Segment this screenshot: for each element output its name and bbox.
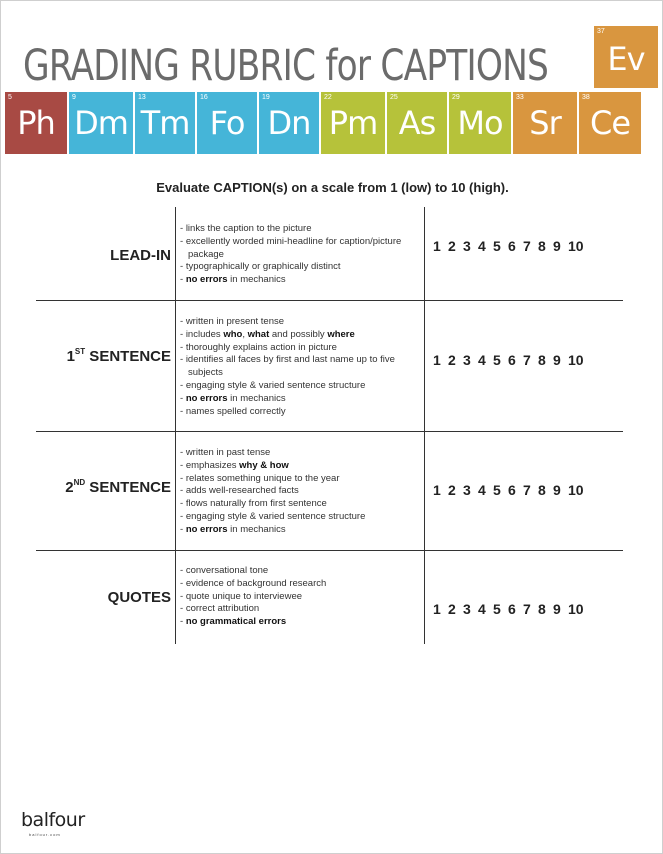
element-tile-sr <box>512 91 578 155</box>
score-number: 2 <box>448 482 456 498</box>
tile-number: 13 <box>138 94 146 101</box>
criterion: - typographically or graphically distinct <box>180 261 418 274</box>
score-number: 3 <box>463 482 471 498</box>
criterion-bold: no errors <box>185 392 228 404</box>
score-number: 3 <box>463 352 471 368</box>
tile-symbol: Sr <box>529 104 561 142</box>
score-number: 9 <box>553 601 561 617</box>
tile-symbol: Ph <box>17 104 55 142</box>
criterion: - evidence of background research <box>180 578 418 591</box>
score-number: 4 <box>478 238 486 254</box>
balfour-url: balfour.com <box>29 832 61 837</box>
criterion-bold: why & how <box>239 459 289 471</box>
column-divider-left <box>175 207 176 644</box>
tile-number: 5 <box>8 94 12 101</box>
criteria-list-second-sentence <box>180 447 418 537</box>
element-tile-ce <box>578 91 642 155</box>
criterion: - correct attribution <box>180 603 418 616</box>
score-number: 5 <box>493 482 501 498</box>
row-label-lead-in: LEAD-IN <box>110 247 171 264</box>
label-number: 2 <box>65 479 74 496</box>
criteria-list-quotes <box>180 565 418 629</box>
instructions: Evaluate CAPTION(s) on a scale from 1 (low) to 10 (high). <box>156 180 509 195</box>
score-number: 3 <box>463 601 471 617</box>
title-part-3: CAPTIONS <box>370 41 549 91</box>
title-part-2: for <box>325 41 371 91</box>
score-number: 8 <box>538 352 546 368</box>
element-tile-ev <box>593 25 659 89</box>
score-number: 3 <box>463 238 471 254</box>
row-divider-2 <box>36 431 623 432</box>
label-ordinal: ND <box>73 478 86 487</box>
score-number: 8 <box>538 238 546 254</box>
score-number: 7 <box>523 601 531 617</box>
score-number: 9 <box>553 352 561 368</box>
element-tile-as <box>386 91 448 155</box>
tile-symbol: Dm <box>74 104 128 142</box>
criterion: - written in past tense <box>180 447 418 460</box>
criterion-bold: where <box>327 328 355 340</box>
score-number: 10 <box>568 352 584 368</box>
criterion: - no errors in mechanics <box>180 524 418 537</box>
score-number: 7 <box>523 482 531 498</box>
element-tile-ph <box>4 91 68 155</box>
criterion: - engaging style & varied sentence structure <box>180 511 418 524</box>
score-number: 6 <box>508 482 516 498</box>
criterion <box>180 274 418 287</box>
score-number: 7 <box>523 238 531 254</box>
tile-number: 9 <box>72 94 76 101</box>
tile-symbol: Pm <box>328 104 378 142</box>
score-number: 5 <box>493 352 501 368</box>
criterion-bold: no errors <box>185 274 228 286</box>
element-tile-mo <box>448 91 512 155</box>
score-number: 1 <box>433 352 441 368</box>
score-number: 10 <box>568 238 584 254</box>
column-divider-right <box>424 207 425 644</box>
score-number: 9 <box>553 482 561 498</box>
criterion: - no errors in mechanics <box>180 393 418 406</box>
score-number: 5 <box>493 601 501 617</box>
criterion: - emphasizes why & how <box>180 460 418 473</box>
tile-symbol: Ce <box>589 104 631 142</box>
element-tile-tm <box>134 91 196 155</box>
label-number: 1 <box>66 348 75 365</box>
criterion: - links the caption to the picture <box>180 223 418 236</box>
criterion: - thoroughly explains action in picture <box>180 342 418 355</box>
criterion: - engaging style & varied sentence structure <box>180 380 418 393</box>
tile-number: 22 <box>324 94 332 101</box>
score-number: 8 <box>538 601 546 617</box>
score-number: 2 <box>448 601 456 617</box>
tile-symbol: Fo <box>209 104 245 142</box>
criterion: - names spelled correctly <box>180 406 418 419</box>
balfour-logo: balfour <box>21 809 85 831</box>
label-word: SENTENCE <box>85 479 171 496</box>
criterion-bold: no grammatical errors <box>185 616 287 628</box>
element-tile-dm <box>68 91 134 155</box>
criterion-bold: what <box>247 328 270 340</box>
tile-number: 38 <box>582 94 590 101</box>
score-number: 1 <box>433 482 441 498</box>
row-divider-3 <box>36 550 623 551</box>
score-number: 8 <box>538 482 546 498</box>
label-ordinal: ST <box>74 347 86 356</box>
score-number: 10 <box>568 482 584 498</box>
criterion: - identifies all faces by first and last name up to five subjects <box>180 354 418 380</box>
tile-number: 33 <box>516 94 524 101</box>
score-scale-second-sentence <box>433 482 590 498</box>
criterion: - quote unique to interviewee <box>180 591 418 604</box>
row-divider-1 <box>36 300 623 301</box>
criterion: - adds well-researched facts <box>180 485 418 498</box>
score-number: 6 <box>508 352 516 368</box>
score-scale-first-sentence <box>433 352 590 368</box>
score-number: 9 <box>553 238 561 254</box>
criterion: - excellently worded mini-headline for caption/picture package <box>180 236 418 262</box>
tile-number: 37 <box>597 28 605 35</box>
tile-number: 29 <box>452 94 460 101</box>
score-number: 6 <box>508 238 516 254</box>
tile-symbol: As <box>398 104 436 142</box>
score-number: 7 <box>523 352 531 368</box>
row-label-second-sentence <box>31 479 171 496</box>
score-number: 1 <box>433 601 441 617</box>
score-number: 5 <box>493 238 501 254</box>
criterion: - includes who, what and possibly where <box>180 329 418 342</box>
criteria-list-first-sentence <box>180 316 418 418</box>
title-part-1: GRADING RUBRIC <box>23 41 326 91</box>
criterion-rest: in mechanics <box>227 274 286 286</box>
tile-symbol: Dn <box>267 104 311 142</box>
score-number: 2 <box>448 352 456 368</box>
score-number: 1 <box>433 238 441 254</box>
score-scale-quotes <box>433 601 590 617</box>
element-tile-pm <box>320 91 386 155</box>
tile-symbol: Mo <box>457 104 503 142</box>
tile-number: 19 <box>262 94 270 101</box>
tile-number: 25 <box>390 94 398 101</box>
score-number: 10 <box>568 601 584 617</box>
element-tile-dn <box>258 91 320 155</box>
criteria-list-lead-in <box>180 223 418 287</box>
criterion: - written in present tense <box>180 316 418 329</box>
score-number: 4 <box>478 352 486 368</box>
tile-symbol: Ev <box>607 40 645 78</box>
tile-number: 16 <box>200 94 208 101</box>
criterion: - conversational tone <box>180 565 418 578</box>
criterion: - flows naturally from first sentence <box>180 498 418 511</box>
row-label-first-sentence <box>31 348 171 365</box>
criterion: - relates something unique to the year <box>180 473 418 486</box>
score-number: 6 <box>508 601 516 617</box>
row-label-quotes: QUOTES <box>107 589 171 606</box>
criterion-bold: who <box>223 328 243 340</box>
element-tile-fo <box>196 91 258 155</box>
label-word: SENTENCE <box>85 348 171 365</box>
score-number: 4 <box>478 601 486 617</box>
criterion <box>180 616 418 629</box>
page-title <box>23 41 548 91</box>
tile-symbol: Tm <box>140 104 190 142</box>
criterion-bold: no errors <box>185 523 228 535</box>
score-number: 2 <box>448 238 456 254</box>
score-number: 4 <box>478 482 486 498</box>
score-scale-lead-in <box>433 238 590 254</box>
